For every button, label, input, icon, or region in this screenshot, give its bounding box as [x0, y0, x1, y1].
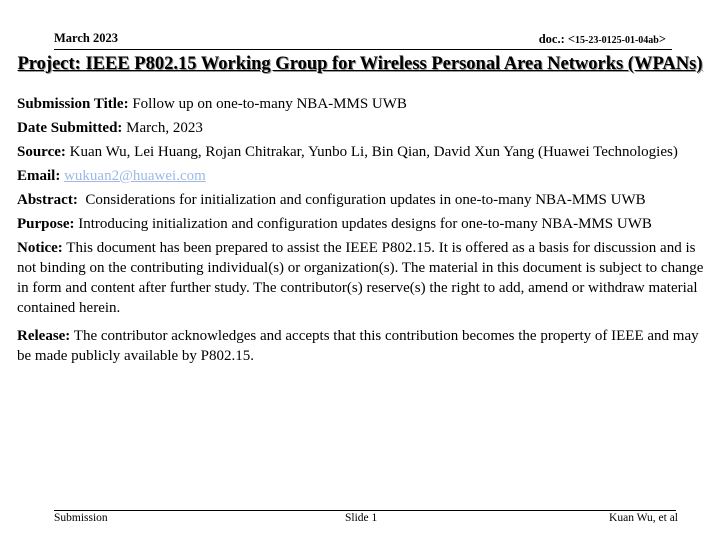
- doc-number: 15-23-0125-01-04ab: [574, 35, 659, 46]
- cover-page-body: [17, 94, 707, 370]
- footer-author: Kuan Wu, et al: [609, 512, 678, 524]
- release-row: [17, 326, 707, 366]
- email-label: Email:: [17, 168, 61, 184]
- abstract-label: Abstract:: [17, 192, 78, 208]
- abstract-row: [17, 190, 707, 210]
- purpose-row: [17, 214, 707, 234]
- date-submitted-row: [17, 118, 707, 138]
- page-title: [0, 54, 720, 75]
- release-value: The contributor acknowledges and accepts that this contribution becomes the property of IEEE and may be made publicly available by P802.15.: [17, 328, 699, 364]
- header-doc-id: [539, 32, 666, 47]
- purpose-label: Purpose:: [17, 216, 75, 232]
- source-value: Kuan Wu, Lei Huang, Rojan Chitrakar, Yunbo Li, Bin Qian, David Xun Yang (Huawei Technologies): [69, 144, 678, 160]
- header-divider: [54, 49, 672, 50]
- footer-slide-number: Slide 1: [345, 512, 378, 524]
- notice-value: This document has been prepared to assist the IEEE P802.15. It is offered as a basis for discussion and is not binding on the contributing individual(s) or organization(s). The material in this document is subject to change in form and content after further study. The contributor(s) reserve(s) the right to add, amend or withdraw material contained herein.: [17, 240, 704, 316]
- footer-divider: [54, 510, 676, 511]
- notice-row: [17, 238, 707, 318]
- doc-prefix: doc.: <: [538, 32, 575, 46]
- email-link[interactable]: wukuan2@huawei.com: [64, 168, 206, 184]
- date-submitted-label: Date Submitted:: [17, 120, 123, 136]
- page-title-text: Project: IEEE P802.15 Working Group for Wireless Personal Area Networks (WPANs): [17, 54, 703, 74]
- date-submitted-value: March, 2023: [126, 120, 203, 136]
- header-date: March 2023: [54, 31, 118, 45]
- source-label: Source:: [17, 144, 66, 160]
- submission-title-value: Follow up on one-to-many NBA-MMS UWB: [132, 96, 407, 112]
- submission-title-label: Submission Title:: [17, 96, 129, 112]
- notice-label: Notice:: [17, 240, 63, 256]
- abstract-value: Considerations for initialization and configuration updates in one-to-many NBA-MMS UWB: [85, 192, 646, 208]
- purpose-value: Introducing initialization and configuration updates designs for one-to-many NBA-MMS UWB: [78, 216, 652, 232]
- submission-title-row: [17, 94, 707, 114]
- release-label: Release:: [17, 328, 71, 344]
- email-row: [17, 166, 707, 186]
- source-row: [17, 142, 707, 162]
- doc-suffix: >: [658, 32, 666, 46]
- footer-submission: Submission: [54, 512, 108, 524]
